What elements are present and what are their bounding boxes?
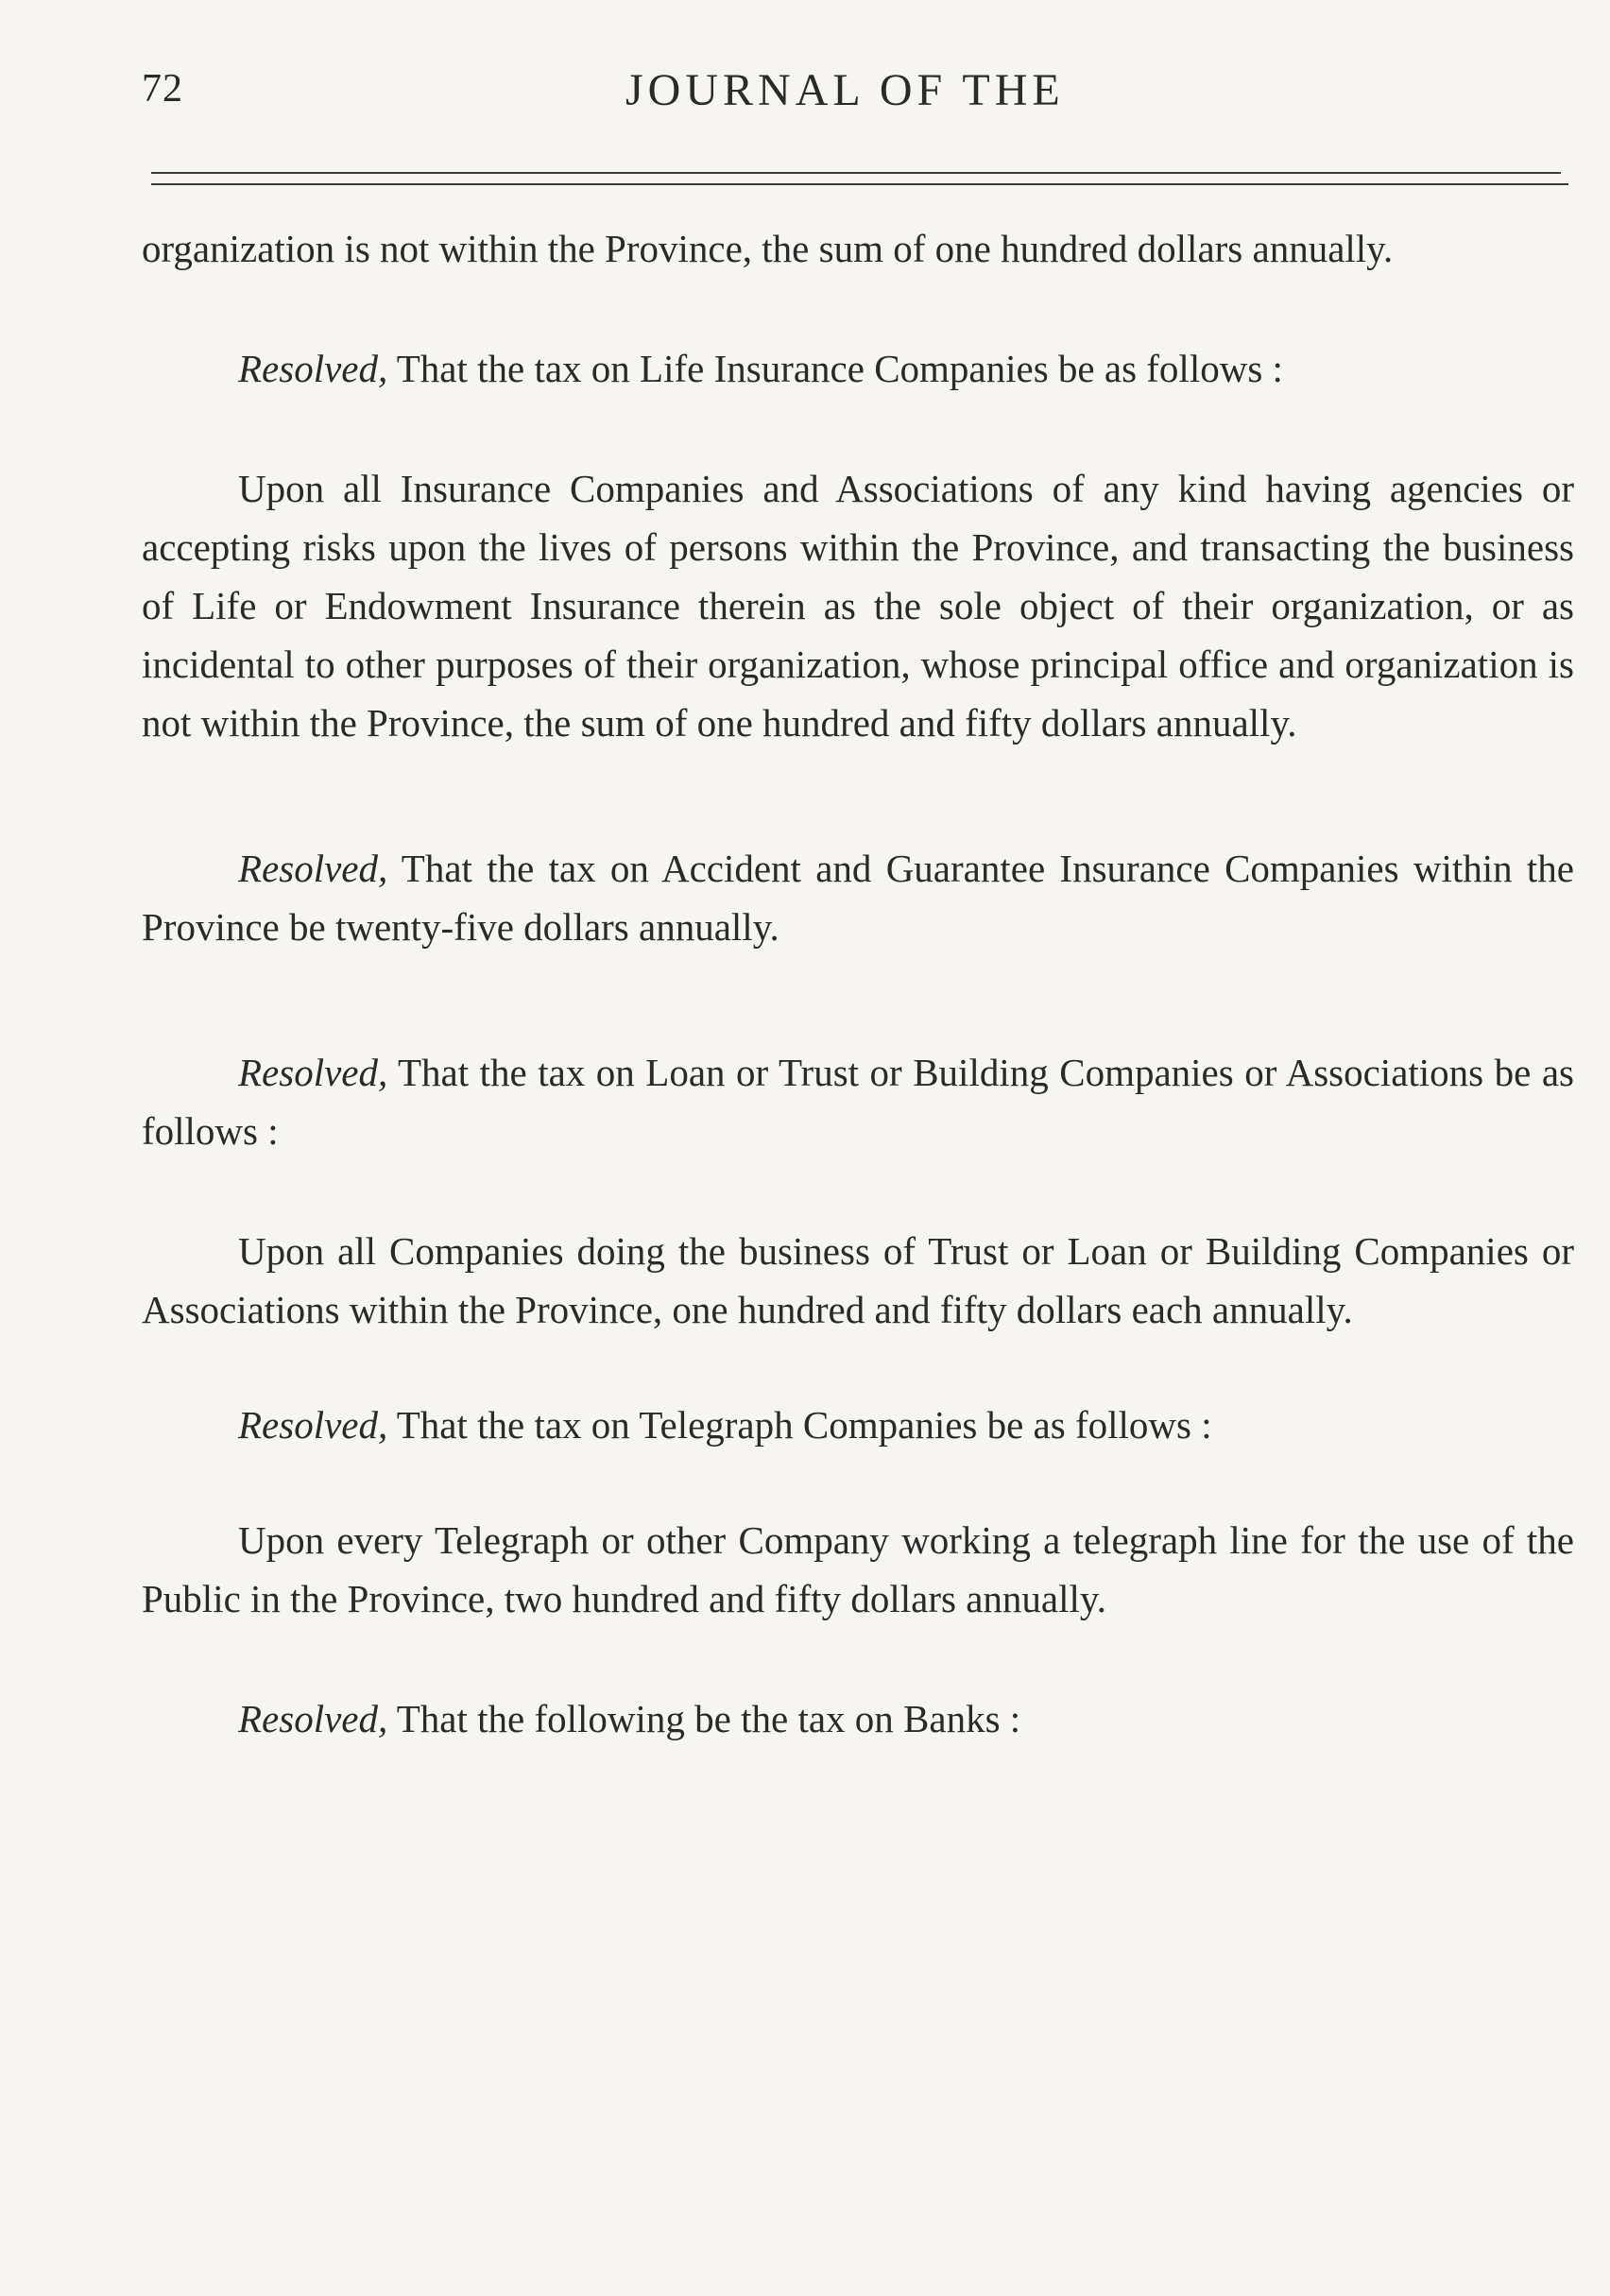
page-number: 72: [142, 67, 183, 111]
resolution-paragraph: [142, 1689, 1574, 1748]
resolution-paragraph: [142, 339, 1574, 398]
paragraph-text: That the following be the tax on Banks :: [387, 1697, 1021, 1740]
paragraph-text: Upon all Insurance Companies and Associations of any kind having agencies or accepting risks upon the lives of persons within the Province, and transacting the business of Life or Endowment Insurance therein as the sole object of their organization, or as incidental to other purposes of their organization, whose principal office and organization is not within the Province, the sum of one hundred and fifty dollars annually.: [142, 467, 1574, 745]
provision-paragraph: [142, 459, 1574, 752]
resolution-paragraph: [142, 839, 1574, 956]
resolved-label: Resolved,: [238, 1051, 388, 1094]
provision-paragraph: [142, 1222, 1574, 1339]
paragraph-text: Upon all Companies doing the business of Trust or Loan or Building Companies or Associations within the Province, one hundred and fifty dollars each annually.: [142, 1229, 1574, 1331]
header-rule-bottom: [151, 183, 1568, 185]
paragraph-text: That the tax on Loan or Trust or Building Companies or Associations be as follows :: [142, 1051, 1574, 1153]
paragraph-text: That the tax on Accident and Guarantee Insurance Companies within the Province be twenty-five dollars annually.: [142, 847, 1574, 949]
running-title: JOURNAL OF THE: [625, 65, 1065, 115]
body-text: [142, 219, 1574, 1748]
paragraph-text: That the tax on Life Insurance Companies be as follows :: [387, 347, 1283, 390]
resolution-paragraph: [142, 1043, 1574, 1160]
paragraph-continuation: [142, 219, 1574, 278]
paragraph-text: That the tax on Telegraph Companies be as follows :: [387, 1403, 1212, 1447]
paragraph-text: organization is not within the Province, the sum of one hundred dollars annually.: [142, 227, 1394, 270]
resolved-label: Resolved,: [238, 347, 388, 390]
resolved-label: Resolved,: [238, 847, 388, 890]
resolution-paragraph: [142, 1396, 1574, 1454]
resolved-label: Resolved,: [238, 1697, 388, 1740]
provision-paragraph: [142, 1511, 1574, 1628]
header-rule-top: [151, 172, 1561, 174]
paragraph-text: Upon every Telegraph or other Company working a telegraph line for the use of the Public in the Province, two hundred and fifty dollars annually.: [142, 1518, 1574, 1620]
resolved-label: Resolved,: [238, 1403, 388, 1447]
running-head: [142, 60, 1568, 127]
